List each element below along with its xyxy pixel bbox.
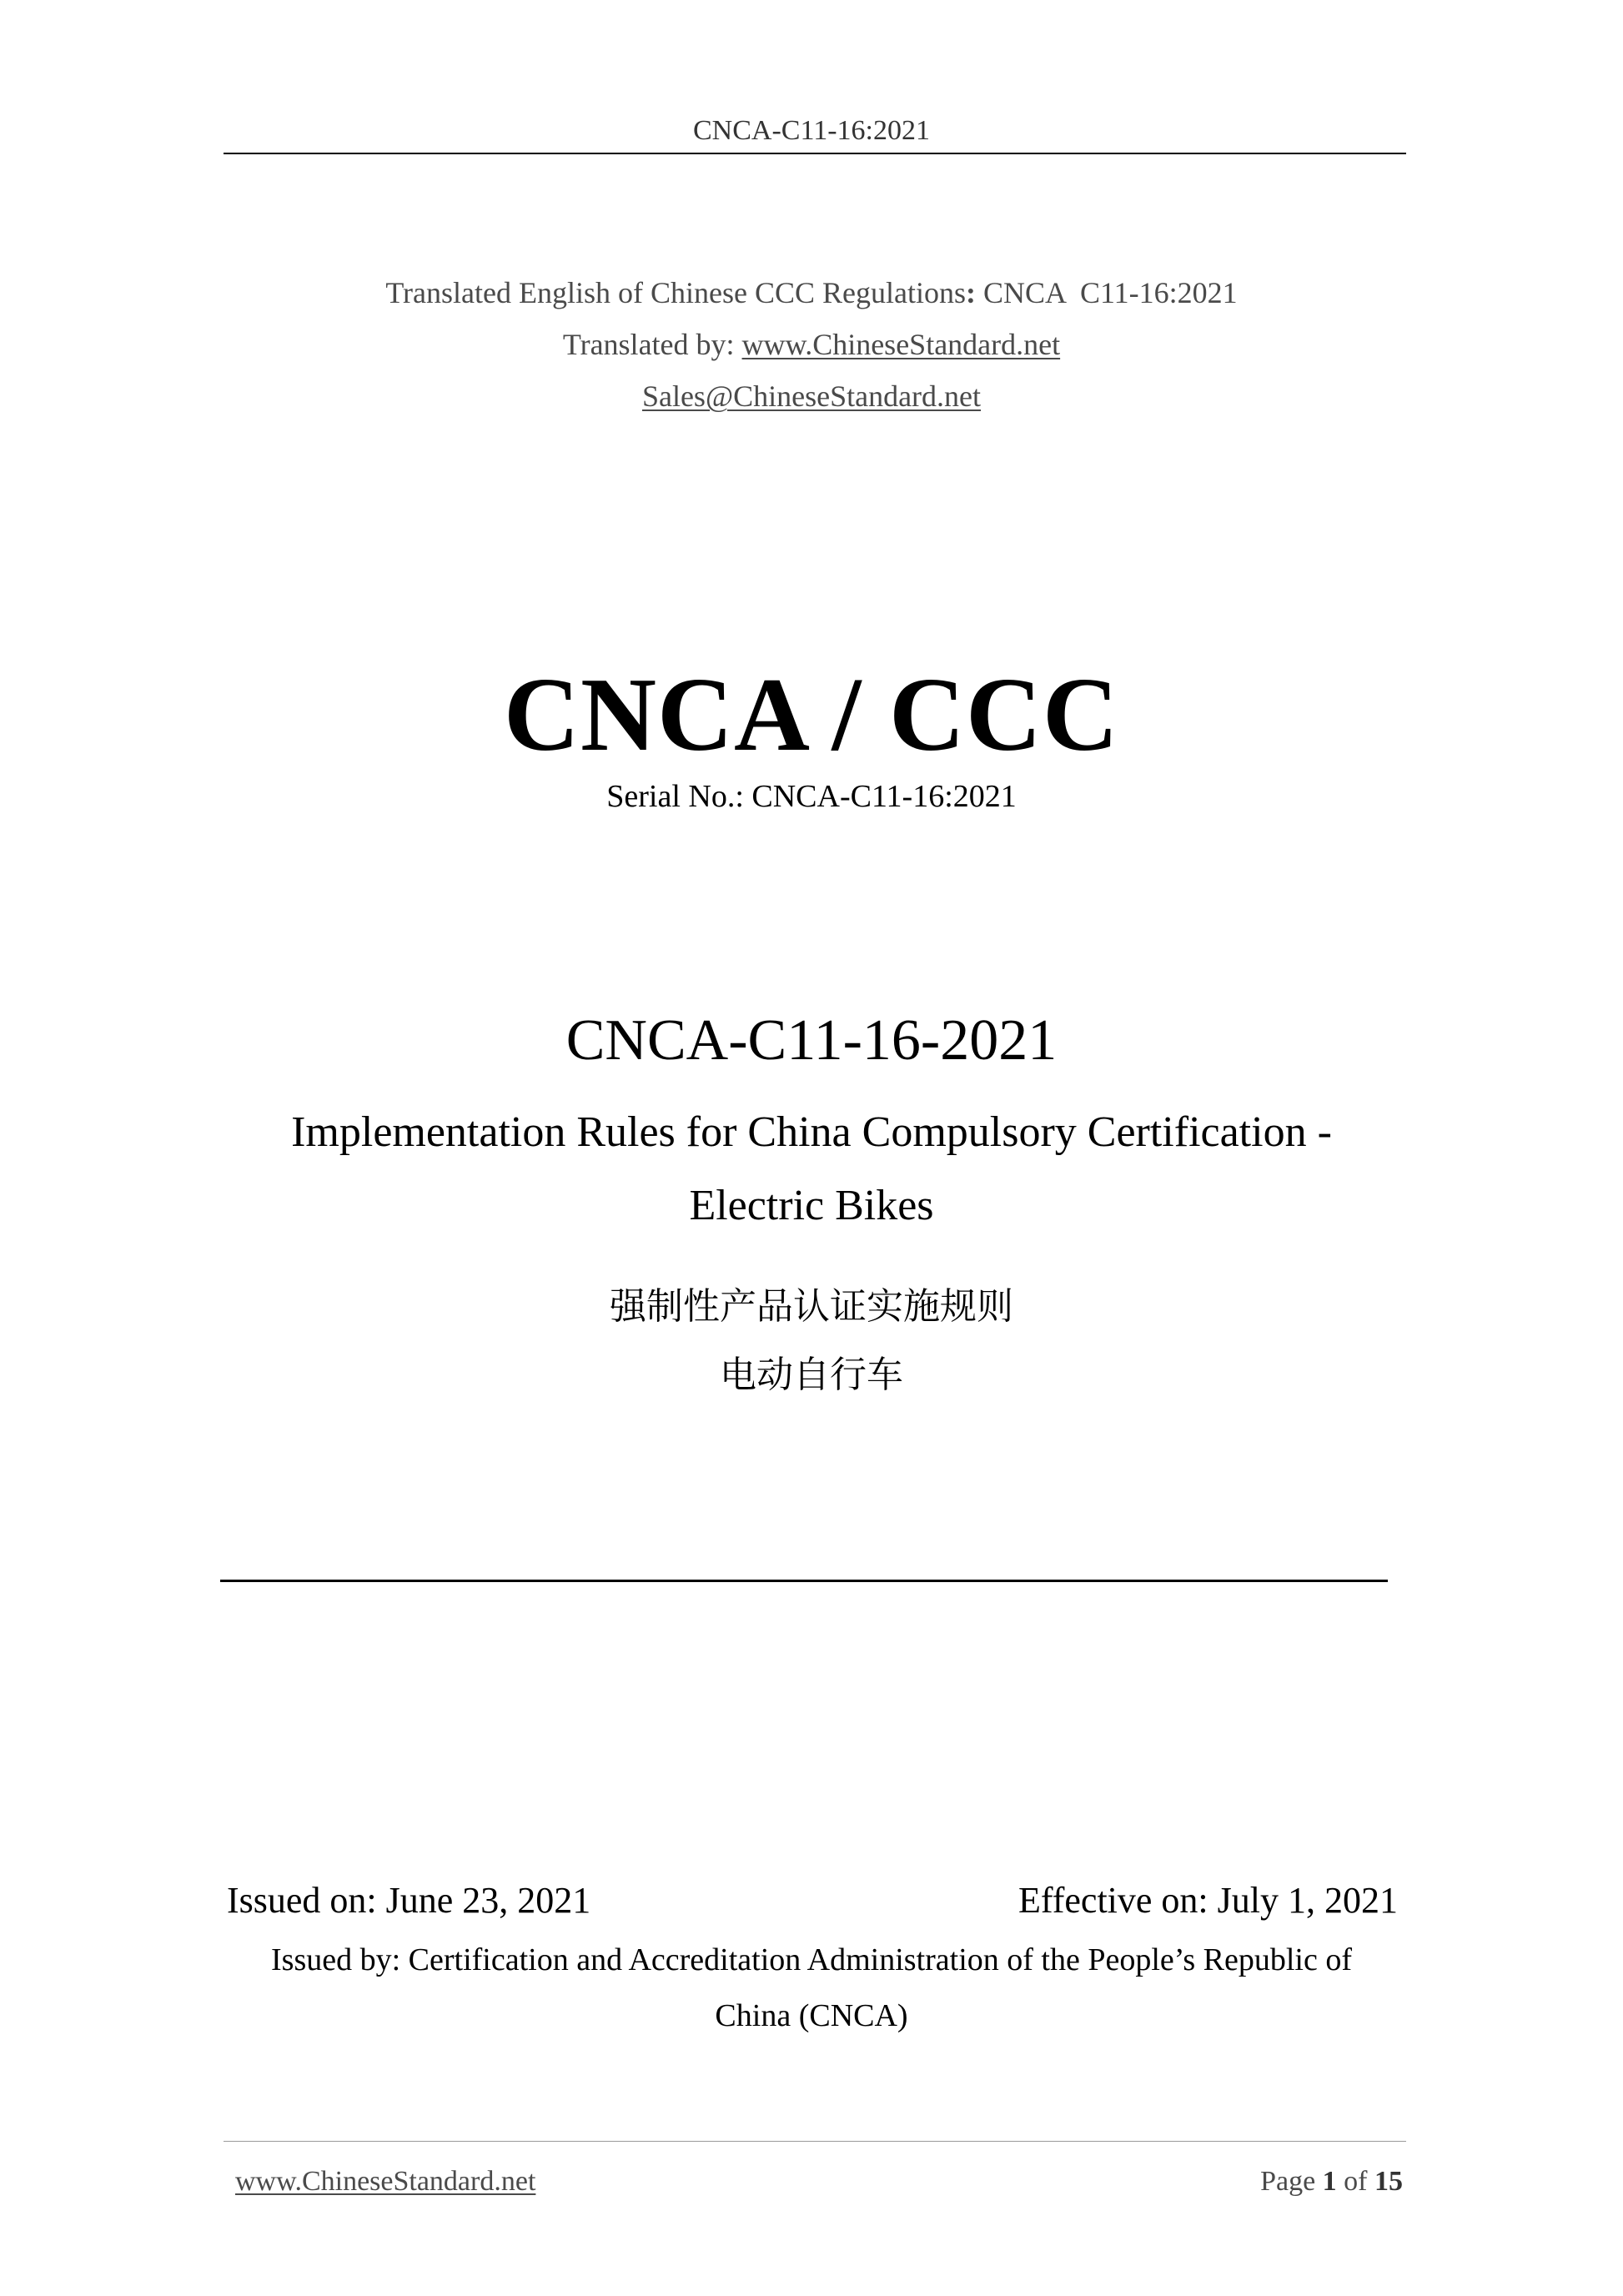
footer-divider bbox=[224, 2141, 1406, 2142]
translation-notice-code: CNCA C11-16:2021 bbox=[975, 276, 1238, 309]
document-code: CNCA-C11-16-2021 bbox=[565, 1008, 1058, 1073]
translated-by-label: Translated by: bbox=[562, 328, 742, 361]
page-indicator bbox=[1260, 2166, 1403, 2198]
document-title-zh-line1: 强制性产品认证实施规则 bbox=[610, 1285, 1013, 1328]
serial-number: Serial No.: CNCA-C11-16:2021 bbox=[606, 779, 1017, 814]
translation-notice bbox=[0, 275, 1623, 310]
translated-by bbox=[0, 327, 1623, 362]
page-label: Page bbox=[1260, 2166, 1323, 2197]
sales-email-link[interactable]: Sales@ChineseStandard.net bbox=[641, 379, 982, 413]
issued-on-date: Issued on: June 23, 2021 bbox=[227, 1880, 591, 1921]
issued-by-line2: China (CNCA) bbox=[715, 1998, 908, 2033]
translation-notice-text: Translated English of Chinese CCC Regulations bbox=[385, 276, 966, 309]
document-big-title: CNCA / CCC bbox=[503, 657, 1119, 773]
translation-notice-colon: : bbox=[965, 276, 976, 309]
sales-email bbox=[0, 379, 1623, 414]
header-divider bbox=[224, 153, 1406, 154]
footer-website-link[interactable]: www.ChineseStandard.net bbox=[235, 2166, 536, 2197]
translator-website-link[interactable]: www.ChineseStandard.net bbox=[741, 328, 1061, 361]
document-title-en-line1: Implementation Rules for China Compulsory Certification - bbox=[291, 1108, 1332, 1156]
document-title-zh-line2: 电动自行车 bbox=[720, 1354, 903, 1396]
title-divider bbox=[220, 1580, 1388, 1582]
effective-on-date: Effective on: July 1, 2021 bbox=[1018, 1880, 1398, 1921]
page-of: of bbox=[1336, 2166, 1374, 2197]
page-current: 1 bbox=[1322, 2166, 1337, 2197]
document-title-en-line2: Electric Bikes bbox=[689, 1182, 934, 1229]
page-total: 15 bbox=[1374, 2166, 1403, 2197]
issued-by-line1: Issued by: Certification and Accreditation Administration of the People’s Republic of bbox=[271, 1942, 1352, 1977]
running-header: CNCA-C11-16:2021 bbox=[693, 115, 930, 146]
